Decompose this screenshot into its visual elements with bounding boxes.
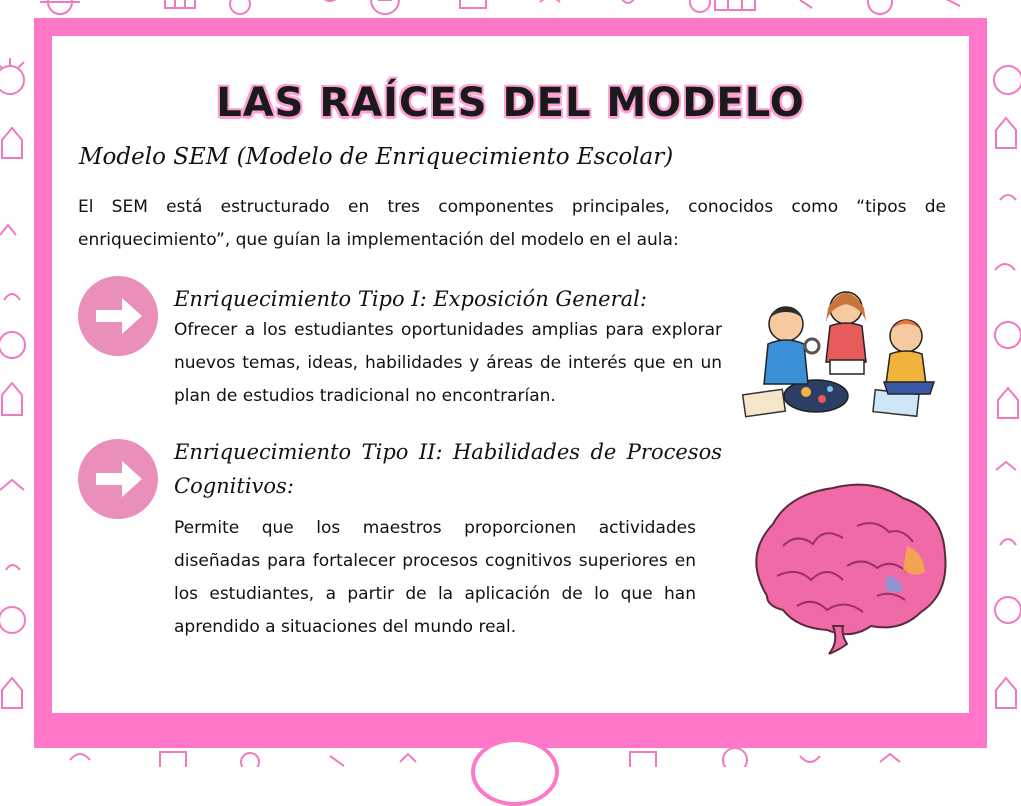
children-studying-illustration — [734, 274, 954, 434]
intro-paragraph: El SEM está estructurado en tres componentes principales, conocidos como “tipos de enriquecimiento”, que guían la implementación del modelo en el aula: — [78, 197, 946, 250]
bottom-tab-decoration — [471, 738, 559, 806]
pink-frame — [34, 18, 987, 748]
section-1-heading: Enriquecimiento Tipo I: Exposición General: — [174, 287, 647, 311]
brain-illustration — [737, 476, 957, 656]
section-2-heading: Enriquecimiento Tipo II: Habilidades de Procesos Cognitivos: — [174, 440, 722, 498]
arrow-right-icon — [78, 276, 158, 356]
section-1-body: Ofrecer a los estudiantes oportunidades amplias para explorar nuevos temas, ideas, habilidades y áreas de interés que en un plan de estudios tradicional no encontrarían. — [174, 320, 722, 406]
page-subtitle: Modelo SEM (Modelo de Enriquecimiento Escolar) — [79, 144, 674, 170]
content-panel — [52, 36, 969, 713]
section-2-body: Permite que los maestros proporcionen actividades diseñadas para fortalecer procesos cognitivos superiores en los estudiantes, a partir de la aplicación de lo que han aprendido a situaciones del mundo real. — [174, 518, 696, 637]
arrow-right-icon — [78, 439, 158, 519]
page-title: LAS RAÍCES DEL MODELO — [216, 80, 805, 126]
